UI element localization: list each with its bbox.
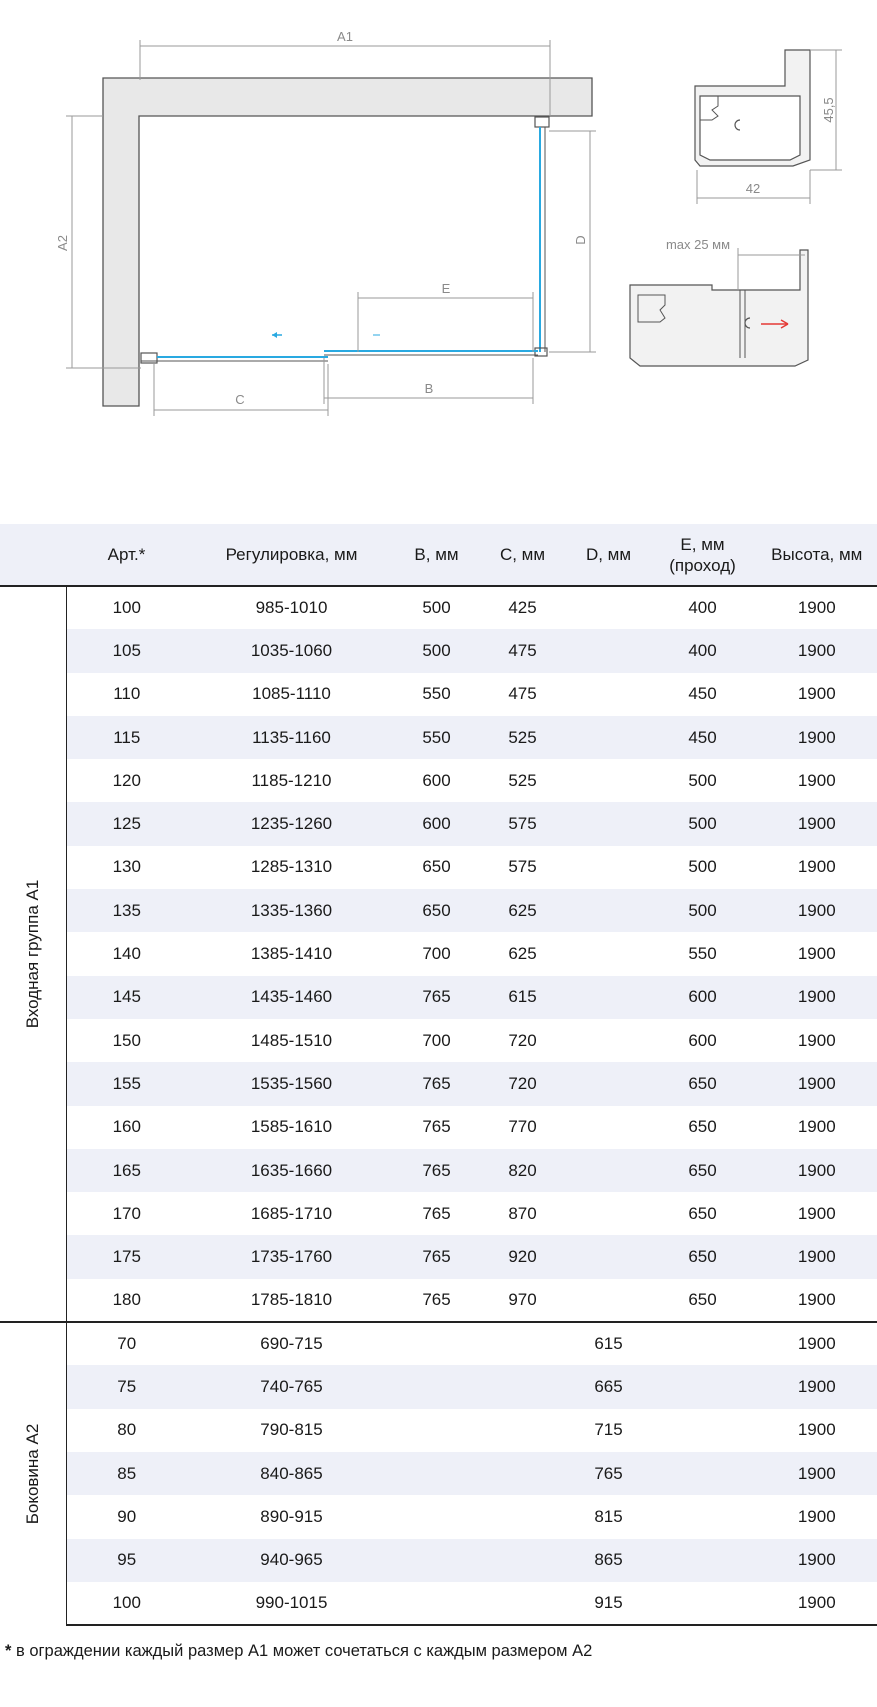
cell-art: 170 [112, 1203, 141, 1223]
header-d: D, мм [569, 524, 649, 586]
cell-h: 1900 [797, 1203, 836, 1223]
cell-reg: 1485-1510 [250, 1030, 333, 1050]
cell-art: 100 [112, 598, 141, 618]
cell-reg: 1535-1560 [187, 1062, 397, 1105]
cell-e [649, 1322, 757, 1365]
cell-c: 970 [508, 1289, 537, 1309]
cell-d [569, 1192, 649, 1235]
cell-reg: 1385-1410 [250, 944, 333, 964]
footnote-text-2: может сочетаться с каждым размером [268, 1642, 573, 1660]
header-e-line2: (проход) [669, 555, 736, 575]
cell-h: 1900 [797, 684, 836, 704]
table-row [0, 1062, 877, 1105]
cell-h: 1900 [797, 857, 836, 877]
cell-h: 1900 [757, 716, 877, 759]
cell-e: 600 [649, 976, 757, 1019]
cell-reg: 1085-1110 [252, 684, 331, 704]
cell-b: 550 [422, 684, 451, 704]
table-body [0, 586, 877, 1625]
cell-reg: 1685-1710 [250, 1203, 333, 1223]
cell-e: 650 [649, 1235, 757, 1278]
cell-art: 95 [67, 1539, 187, 1582]
cell-art: 110 [113, 684, 141, 704]
cell-d [569, 932, 649, 975]
cell-b: 765 [422, 1203, 451, 1223]
cell-b: 600 [422, 770, 451, 790]
profile-max-gap: max 25 мм [665, 237, 731, 252]
cell-e: 500 [688, 770, 717, 790]
group-label-text: Входная группа A1 [23, 879, 42, 1029]
cell-c: 525 [477, 716, 569, 759]
profile-detail-bottom [630, 237, 808, 366]
cell-b: 765 [422, 1289, 451, 1309]
cell-art: 105 [67, 629, 187, 672]
cell-art: 120 [112, 770, 141, 790]
cell-art: 100 [67, 1582, 187, 1625]
cell-e [649, 1452, 757, 1495]
table-row [0, 1495, 877, 1538]
cell-h: 1900 [757, 976, 877, 1019]
header-c: C, мм [477, 524, 569, 586]
cell-art: 75 [67, 1365, 187, 1408]
table-row [0, 716, 877, 759]
cell-d: 615 [569, 1322, 649, 1365]
table-row [0, 1279, 877, 1322]
label-a1: A1 [337, 29, 353, 44]
table-row [0, 1235, 877, 1278]
cell-art: 165 [67, 1149, 187, 1192]
cell-h: 1900 [757, 889, 877, 932]
cell-h: 1900 [797, 1117, 836, 1137]
table-row [0, 673, 877, 716]
cell-reg: 840-865 [187, 1452, 397, 1495]
cell-h: 1900 [757, 1149, 877, 1192]
cell-h: 1900 [797, 1030, 836, 1050]
footnote-a1: A1 [247, 1642, 269, 1660]
table-row [0, 1106, 877, 1149]
cell-e: 500 [688, 857, 717, 877]
cell-art: 90 [117, 1506, 137, 1526]
cell-reg: 1235-1260 [187, 802, 397, 845]
cell-art: 70 [67, 1322, 187, 1365]
group-label-a2 [0, 1322, 67, 1625]
cell-d [569, 1106, 649, 1149]
cell-d [569, 802, 649, 845]
cell-c [477, 1409, 569, 1452]
footnote-a2: A2 [572, 1642, 593, 1660]
cell-d [569, 673, 649, 716]
cell-art: 155 [67, 1062, 187, 1105]
table-row [0, 802, 877, 845]
cell-b: 765 [397, 1235, 477, 1278]
cell-d: 665 [569, 1365, 649, 1408]
cell-c: 720 [477, 1062, 569, 1105]
cell-h: 1900 [797, 598, 836, 618]
cell-b: 500 [397, 629, 477, 672]
cell-d: 715 [594, 1420, 623, 1440]
cell-d [569, 1279, 649, 1322]
cell-e: 650 [688, 1203, 717, 1223]
cell-h: 1900 [757, 1365, 877, 1408]
cell-art: 130 [112, 857, 141, 877]
table-row [0, 846, 877, 889]
cell-b: 550 [397, 716, 477, 759]
table-row [0, 1192, 877, 1235]
cell-d [569, 629, 649, 672]
cell-art: 150 [112, 1030, 141, 1050]
table-row [0, 1149, 877, 1192]
cell-reg: 985-1010 [255, 598, 328, 618]
cell-c: 625 [477, 889, 569, 932]
table-row [0, 976, 877, 1019]
cell-d [569, 586, 649, 629]
cell-e: 600 [688, 1030, 717, 1050]
cell-c [477, 1582, 569, 1625]
cell-art: 145 [67, 976, 187, 1019]
cell-e [649, 1539, 757, 1582]
cell-e: 500 [649, 889, 757, 932]
cell-e: 400 [649, 629, 757, 672]
footnote-star: * [5, 1642, 17, 1660]
cell-h: 1900 [797, 1289, 836, 1309]
table-row [0, 1019, 877, 1062]
cell-art: 135 [67, 889, 187, 932]
cell-reg: 690-715 [187, 1322, 397, 1365]
cell-reg: 990-1015 [187, 1582, 397, 1625]
cell-c [477, 1452, 569, 1495]
cell-d [569, 1149, 649, 1192]
cell-c: 475 [477, 629, 569, 672]
cell-b [397, 1452, 477, 1495]
cell-reg: 1435-1460 [187, 976, 397, 1019]
cell-reg: 890-915 [260, 1506, 323, 1526]
cell-c: 525 [508, 770, 537, 790]
cell-h: 1900 [797, 1506, 836, 1526]
group-label-a1 [0, 586, 67, 1322]
cell-e [649, 1582, 757, 1625]
cell-h: 1900 [757, 1582, 877, 1625]
cell-e: 650 [688, 1117, 717, 1137]
table-row [0, 1539, 877, 1582]
cell-b: 765 [397, 976, 477, 1019]
cell-art: 180 [112, 1289, 141, 1309]
cell-reg: 1635-1660 [187, 1149, 397, 1192]
cell-art: 175 [67, 1235, 187, 1278]
label-d: D [573, 235, 588, 245]
cell-b: 650 [422, 857, 451, 877]
table-row [0, 1452, 877, 1495]
profile-height: 45,5 [821, 97, 836, 123]
cell-d [569, 759, 649, 802]
cell-reg: 740-765 [187, 1365, 397, 1408]
cell-reg: 790-815 [260, 1420, 323, 1440]
cell-e [649, 1365, 757, 1408]
header-b: B, мм [397, 524, 477, 586]
cell-c: 575 [508, 857, 537, 877]
cell-d: 865 [569, 1539, 649, 1582]
cell-h: 1900 [757, 1452, 877, 1495]
cell-e: 650 [649, 1149, 757, 1192]
table-row [0, 1365, 877, 1408]
cell-c: 425 [508, 598, 537, 618]
cell-d [569, 1062, 649, 1105]
cell-b [397, 1495, 477, 1538]
cell-b [397, 1365, 477, 1408]
cell-h: 1900 [757, 1062, 877, 1105]
cell-c: 770 [508, 1117, 537, 1137]
cell-reg: 1185-1210 [251, 770, 332, 790]
cell-e: 550 [688, 944, 717, 964]
cell-e: 650 [649, 1062, 757, 1105]
table-row [0, 1582, 877, 1625]
table-row [0, 1409, 877, 1452]
technical-drawing [0, 0, 877, 520]
footnote [5, 1642, 592, 1661]
cell-b: 500 [422, 598, 451, 618]
cell-c: 920 [477, 1235, 569, 1278]
cell-reg: 1585-1610 [250, 1117, 333, 1137]
cell-c [477, 1365, 569, 1408]
cell-b: 600 [397, 802, 477, 845]
label-b: B [424, 381, 434, 396]
cell-b [397, 1322, 477, 1365]
table-row [0, 1322, 877, 1365]
cell-b: 700 [422, 1030, 451, 1050]
label-a2: A2 [55, 235, 70, 251]
cell-h: 1900 [797, 944, 836, 964]
sizes-table [0, 524, 877, 1626]
cell-b: 700 [422, 944, 451, 964]
cell-h: 1900 [757, 629, 877, 672]
table-row [0, 932, 877, 975]
cell-c: 625 [508, 944, 537, 964]
table-row [0, 586, 877, 629]
cell-h: 1900 [797, 1420, 836, 1440]
cell-d: 765 [569, 1452, 649, 1495]
cell-c: 720 [508, 1030, 537, 1050]
cell-c: 870 [508, 1203, 537, 1223]
cell-art: 80 [117, 1420, 137, 1440]
front-panels [141, 332, 538, 363]
cell-b [397, 1539, 477, 1582]
cell-h: 1900 [757, 1322, 877, 1365]
cell-reg: 1135-1160 [187, 716, 397, 759]
cell-d: 815 [594, 1506, 623, 1526]
cell-art: 85 [67, 1452, 187, 1495]
header-reg: Регулировка, мм [187, 524, 397, 586]
cell-reg: 1285-1310 [250, 857, 333, 877]
profile-width: 42 [745, 181, 761, 196]
cell-b: 765 [397, 1149, 477, 1192]
cell-d: 915 [569, 1582, 649, 1625]
cell-e: 650 [688, 1289, 717, 1309]
cell-e [649, 1495, 757, 1538]
group-label-text: Боковина A2 [23, 1423, 42, 1525]
cell-reg: 1035-1060 [187, 629, 397, 672]
cell-c: 820 [477, 1149, 569, 1192]
cell-d [569, 846, 649, 889]
cell-b [397, 1582, 477, 1625]
header-height: Высота, мм [757, 524, 877, 586]
cell-c [477, 1539, 569, 1582]
cell-e: 400 [688, 598, 717, 618]
cell-reg: 1785-1810 [250, 1289, 333, 1309]
cell-art: 125 [67, 802, 187, 845]
cell-art: 140 [112, 944, 141, 964]
cell-art: 115 [67, 716, 187, 759]
label-e: E [441, 281, 451, 296]
cell-d [569, 976, 649, 1019]
cell-art: 160 [112, 1117, 141, 1137]
cell-h: 1900 [757, 1235, 877, 1278]
cell-c [477, 1322, 569, 1365]
cell-reg: 940-965 [187, 1539, 397, 1582]
table-header [0, 524, 877, 586]
cell-h: 1900 [757, 1539, 877, 1582]
cell-h: 1900 [757, 802, 877, 845]
cell-d [569, 1019, 649, 1062]
cell-b: 765 [397, 1062, 477, 1105]
cell-d [569, 889, 649, 932]
label-c: C [235, 392, 245, 407]
cell-c: 575 [477, 802, 569, 845]
header-e-line1: E, мм [680, 534, 725, 554]
cell-e: 450 [649, 716, 757, 759]
profile-detail-top [695, 50, 842, 204]
cell-d [569, 716, 649, 759]
cell-e: 500 [649, 802, 757, 845]
table-row [0, 629, 877, 672]
cell-reg: 1735-1760 [187, 1235, 397, 1278]
header-e [649, 524, 757, 586]
footnote-text-1: в ограждении каждый размер [16, 1642, 248, 1660]
cell-b: 650 [397, 889, 477, 932]
side-panel [535, 117, 549, 356]
cell-c: 615 [477, 976, 569, 1019]
cell-h: 1900 [797, 770, 836, 790]
cell-d [569, 1235, 649, 1278]
cell-e [649, 1409, 757, 1452]
cell-b: 765 [422, 1117, 451, 1137]
table-row [0, 889, 877, 932]
header-art: Арт.* [67, 524, 187, 586]
cell-c: 475 [508, 684, 537, 704]
cell-e: 450 [688, 684, 717, 704]
table-row [0, 759, 877, 802]
cell-c [477, 1495, 569, 1538]
cell-reg: 1335-1360 [187, 889, 397, 932]
cell-b [397, 1409, 477, 1452]
